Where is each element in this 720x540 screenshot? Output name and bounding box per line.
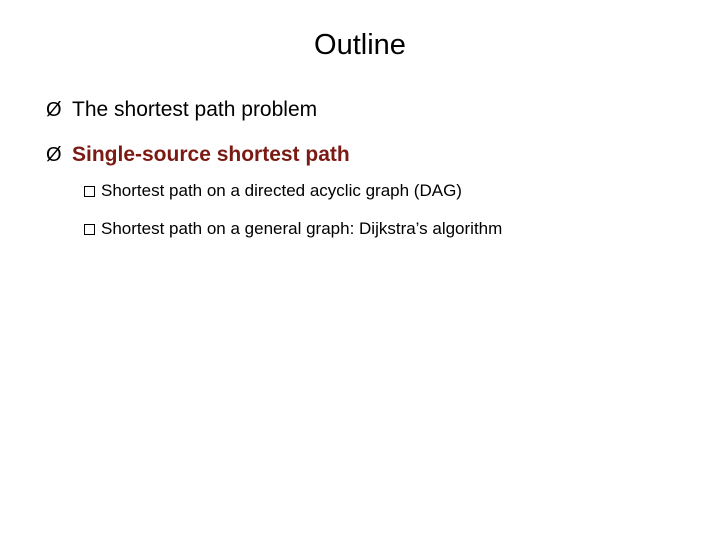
slide-title: Outline (314, 29, 406, 61)
arrow-bullet-icon: Ø (46, 144, 62, 166)
subbullet-item-dijkstra (84, 217, 502, 241)
subbullet-text: Shortest path on a general graph: Dijkstra’s algorithm (101, 219, 503, 238)
subbullet-item-dag (84, 179, 462, 203)
checkbox-bullet-icon (84, 186, 95, 197)
checkbox-bullet-icon (84, 224, 95, 235)
arrow-bullet-icon: Ø (46, 99, 62, 121)
bullet-item-shortest-path-problem (46, 96, 317, 124)
bullet-text: The shortest path problem (72, 98, 318, 121)
subbullet-text: Shortest path on a directed acyclic graph (DAG) (101, 181, 462, 200)
bullet-item-single-source (46, 141, 350, 169)
bullet-text: Single-source shortest path (72, 143, 350, 166)
